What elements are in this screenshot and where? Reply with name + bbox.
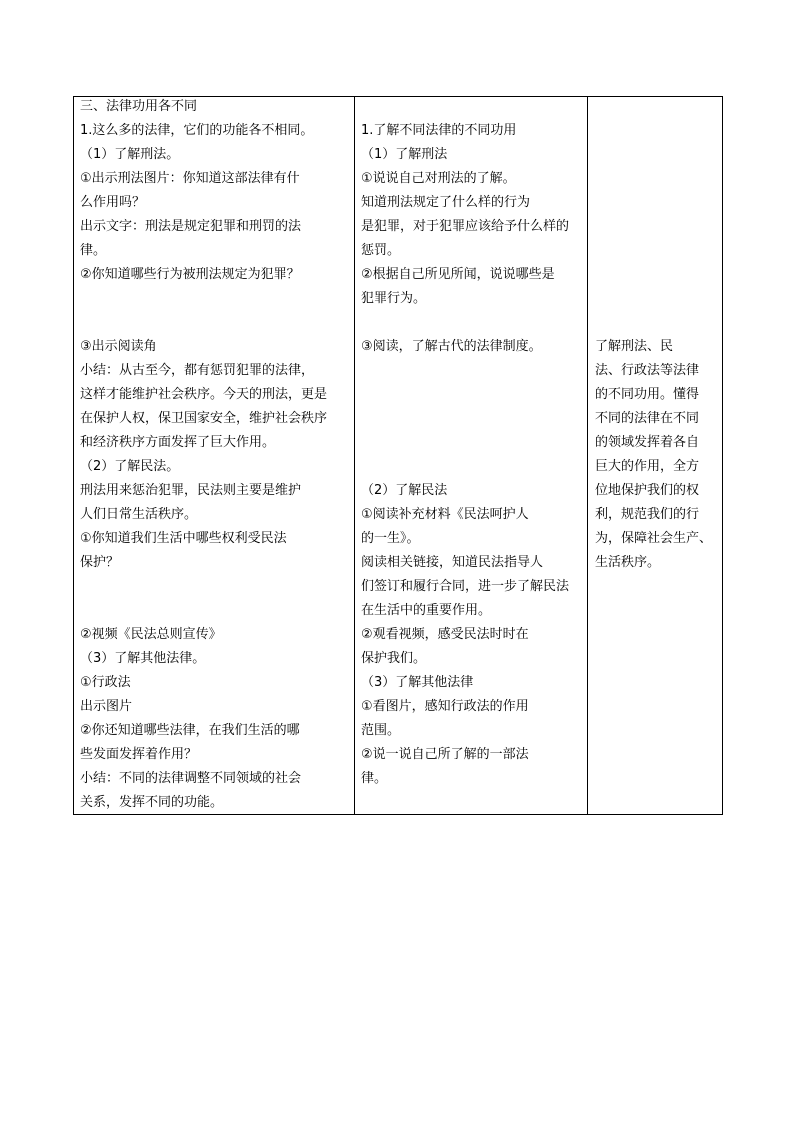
text-line: 范围。 (361, 723, 401, 738)
text-line: 人们日常生活秩序。 (80, 507, 198, 522)
text-line: 么作用吗？ (80, 195, 146, 210)
text-line: ②你知道哪些行为被刑法规定为犯罪？ (80, 267, 300, 282)
text-line: 了解刑法、民 (595, 339, 674, 354)
text-line: 这样才能维护社会秩序。今天的刑法，更是 (80, 387, 328, 402)
text-line: 关系，发挥不同的功能。 (80, 795, 224, 810)
text-line: 阅读相关链接，知道民法指导人 (361, 555, 544, 570)
text-line: 们签订和履行合同，进一步了解民法 (361, 579, 570, 594)
text-line: 在保护人权，保卫国家安全，维护社会秩序 (80, 411, 328, 426)
text-line: 刑法用来惩治犯罪，民法则主要是维护 (80, 483, 302, 498)
lesson-plan-table (73, 96, 723, 815)
text-line: 在生活中的重要作用。 (361, 603, 492, 618)
text-line: 1.了解不同法律的不同功用 (361, 123, 517, 138)
design-intent-cell (588, 97, 723, 815)
text-line: 出示文字：刑法是规定犯罪和刑罚的法 (80, 219, 302, 234)
teacher-activity-cell (74, 97, 355, 815)
text-line: ①说说自己对刑法的了解。 (361, 171, 516, 186)
text-line: 的一生》。 (361, 531, 420, 546)
text-line: 利，规范我们的行 (595, 507, 700, 522)
text-line: 的不同功用。懂得 (595, 387, 700, 402)
student-activity-cell (355, 97, 588, 815)
text-line: 位地保护我们的权 (595, 483, 700, 498)
text-line: ②观看视频，感受民法时时在 (361, 627, 529, 642)
text-line: 是犯罪，对于犯罪应该给予什么样的 (361, 219, 570, 234)
table-row (74, 97, 723, 815)
teacher-activity-text (74, 97, 354, 814)
text-line: 和经济秩序方面发挥了巨大作用。 (80, 435, 276, 450)
text-line: 小结：不同的法律调整不同领域的社会 (80, 771, 302, 786)
text-line: 小结：从古至今，都有惩罚犯罪的法律， (80, 363, 315, 378)
text-line: ①出示刑法图片：你知道这部法律有什 (80, 171, 300, 186)
text-line: 的领域发挥着各自 (595, 435, 700, 450)
text-line: 惩罚。 (361, 243, 401, 258)
text-line: 律。 (80, 243, 107, 258)
text-line: 1.这么多的法律，它们的功能各不相同。 (80, 123, 314, 138)
text-line: （3）了解其他法律 (361, 675, 474, 690)
text-line: 保护我们。 (361, 651, 427, 666)
text-line: 巨大的作用，全方 (595, 459, 700, 474)
text-line: （3）了解其他法律。 (80, 651, 206, 666)
text-line: 法、行政法等法律 (595, 363, 700, 378)
text-line: （2）了解民法。 (80, 459, 180, 474)
text-line: ②说一说自己所了解的一部法 (361, 747, 529, 762)
text-line: ①你知道我们生活中哪些权利受民法 (80, 531, 287, 546)
text-line: 为，保障社会生产、 (595, 531, 713, 546)
text-line: （2）了解民法 (361, 483, 448, 498)
text-line: 保护？ (80, 555, 120, 570)
text-line: ②视频《民法总则宣传》 (80, 627, 222, 642)
text-line: ①阅读补充材料《民法呵护人 (361, 507, 529, 522)
text-line: ①看图片，感知行政法的作用 (361, 699, 529, 714)
design-intent-text (588, 97, 722, 814)
text-line: 不同的法律在不同 (595, 411, 700, 426)
text-line: ②你还知道哪些法律，在我们生活的哪 (80, 723, 300, 738)
text-line: ③阅读，了解古代的法律制度。 (361, 339, 542, 354)
text-line: ①行政法 (80, 675, 131, 690)
text-line: 犯罪行为。 (361, 291, 427, 306)
text-line: （1）了解刑法 (361, 147, 448, 162)
text-line: 出示图片 (80, 699, 133, 714)
text-line: ③出示阅读角 (80, 339, 157, 354)
student-activity-text (355, 97, 587, 814)
text-line: 律。 (361, 771, 388, 786)
text-line: 三、法律功用各不同 (80, 99, 198, 114)
text-line: （1）了解刑法。 (80, 147, 180, 162)
text-line: 生活秩序。 (595, 555, 661, 570)
text-line: ②根据自己所见所闻，说说哪些是 (361, 267, 555, 282)
text-line: 些发面发挥着作用？ (80, 747, 198, 762)
text-line: 知道刑法规定了什么样的行为 (361, 195, 531, 210)
